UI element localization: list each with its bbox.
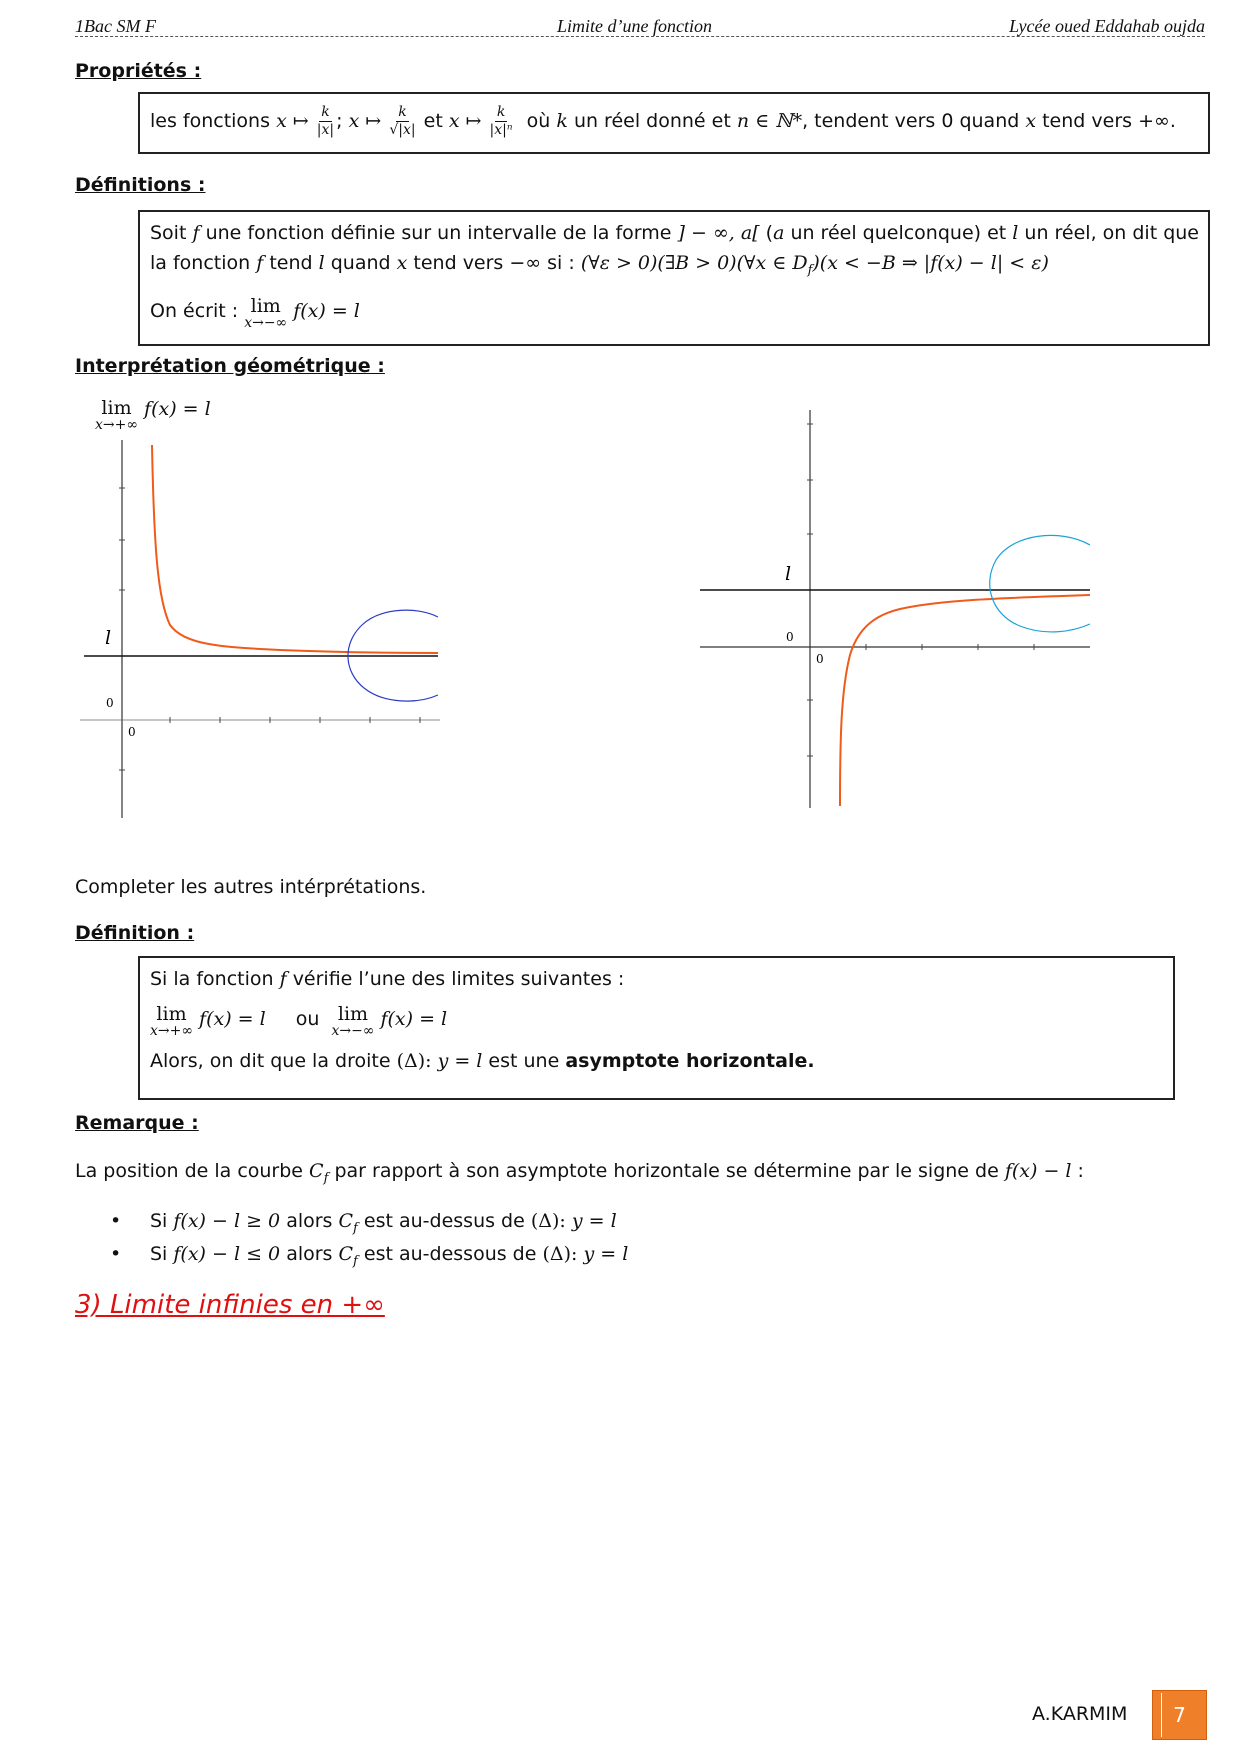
page-header (75, 14, 1205, 37)
remarque-label: Remarque : (75, 1112, 199, 1134)
graph2-l-label: l (785, 563, 792, 585)
prop-map2: x ↦ (348, 110, 382, 132)
page-number: 7 (1173, 1703, 1186, 1727)
header-class: 1Bac SM F (75, 16, 156, 36)
page-number-box (1152, 1690, 1207, 1740)
graph-right (700, 410, 1090, 810)
bullet-dot-1: • (110, 1210, 122, 1232)
graph1-l-label: l (105, 627, 112, 649)
proprietes-label: Propriétés : (75, 60, 202, 82)
section-3-title: 3) Limite infinies en +∞ (75, 1290, 385, 1320)
graph1-ticks (119, 488, 420, 770)
interp-limit: lim x→+∞ f(x) = l (95, 397, 211, 433)
remarque-intro: La position de la courbe $C_f$ par rapport à son asymptote horizontale se détermine par le signe de f(x) − l : (75, 1160, 1084, 1186)
def-limit: lim x→−∞ (244, 294, 288, 331)
remarque-bullet-2: Si f(x) − l ≤ 0 alors $C_f$ est au-dessous de (Δ): y = l (150, 1243, 629, 1269)
graph2-zero-x: 0 (816, 652, 824, 666)
graph2-zero-y: 0 (786, 630, 794, 644)
completer-text: Completer les autres intérprétations. (75, 876, 427, 898)
graph-left (80, 440, 440, 820)
frac-k-pow: $\frac{k}{\text{|x|ⁿ}}$ (489, 104, 513, 138)
prop-map1: x ↦ (276, 110, 309, 132)
definition-label: Définition : (75, 922, 195, 944)
graph2-curve (840, 595, 1090, 806)
prop-lead: les fonctions (150, 110, 271, 132)
prop-et: et (423, 110, 443, 132)
graph1-curve (152, 445, 438, 653)
frac-k-sqrt: $\frac{k}{√|x|}$ (389, 104, 416, 138)
header-school: Lycée oued Eddahab oujda (1009, 16, 1205, 36)
definitions-box (138, 210, 1210, 346)
graph1-zero-y: 0 (106, 696, 114, 710)
def2-limits: lim x→+∞ f(x) = l ou lim x→−∞ f(x) = l (150, 1003, 448, 1039)
definitions-label: Définitions : (75, 174, 206, 196)
graph1-zero-x: 0 (128, 725, 136, 739)
def-line3: On écrit : lim x→−∞ f(x) = l (150, 294, 360, 331)
graph2-circle (990, 535, 1090, 632)
prop-map3: x ↦ (448, 110, 482, 132)
bullet-dot-2: • (110, 1243, 122, 1265)
frac-k-abs: $\frac{k}{|x|}$ (316, 104, 335, 138)
proprietes-box: les fonctions x ↦ $\frac{k}{|x|}$ ; x ↦ $\frac{k}{√|x|}$ et x ↦ $\frac{k}{\text{|x|ⁿ}}$ où k un réel donné et n ∈ ℕ*, tendent vers 0 quand x tend vers +∞. (138, 92, 1210, 154)
header-title: Limite d’une fonction (557, 16, 712, 36)
def-line2: la fonction f tend l quand x tend vers −∞ si : (∀ε > 0)(∃B > 0)(∀x ∈ $D_f)(x < -B$ ⇒ |f(x) − l| < ε) (150, 252, 1049, 278)
def2-line3: Alors, on dit que la droite (Δ): y = l est une asymptote horizontale. (150, 1050, 815, 1072)
interpretation-label: Interprétation géométrique : (75, 355, 385, 377)
footer-author: A.KARMIM (1032, 1703, 1128, 1725)
definition-box (138, 956, 1175, 1100)
def-line1: Soit f une fonction définie sur un intervalle de la forme ] − ∞, a[ (a un réel quelconque) et l un réel, on dit que (150, 222, 1199, 244)
remarque-bullet-1: Si f(x) − l ≥ 0 alors $C_f$ est au-dessus de (Δ): y = l (150, 1210, 617, 1236)
def2-line1: Si la fonction f vérifie l’une des limites suivantes : (150, 968, 625, 990)
